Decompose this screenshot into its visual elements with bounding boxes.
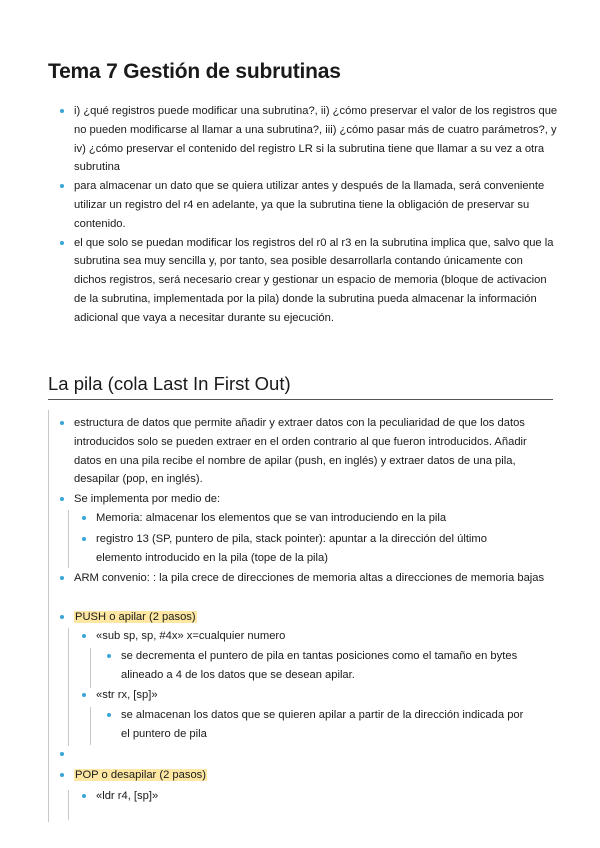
- list-item-text: ARM convenio: : la pila crece de direcciones de memoria altas a direcciones de memoria bajas: [74, 572, 545, 584]
- list-item-text: se decrementa el puntero de pila en tantas posiciones como el tamaño en bytes alineado a 4 de los datos que se desean apilar.: [121, 650, 518, 681]
- bullet-icon: [60, 241, 64, 245]
- list-item-text: para almacenar un dato que se quiera utilizar antes y después de la llamada, será conveniente utilizar un registro del r4 en adelante, ya que la subrutina tiene la obligación de preservar su contenido.: [74, 180, 545, 230]
- list-item: [80, 686, 540, 705]
- bullet-icon: [60, 421, 64, 425]
- outline-guide: [90, 707, 91, 745]
- code-instruction: «str rx, [sp]»: [96, 689, 158, 701]
- list-item-text: i) ¿qué registros puede modificar una subrutina?, ii) ¿cómo preservar el valor de los registros que no pueden modificarse al llamar a una subrutina?, iii) ¿cómo pasar más de cuatro parámetros?, y iv) ¿cómo preservar el contenido del registro LR si la subrutina tiene que llamar a su vez a otra subrutina: [74, 105, 558, 174]
- list-item: [58, 177, 558, 233]
- list-item-text: registro 13 (SP, puntero de pila, stack pointer): apuntar a la dirección del último elemento introducido en la pila (tope de la pila): [96, 533, 487, 564]
- list-item: [58, 234, 558, 328]
- code-instruction: «ldr r4, [sp]»: [96, 790, 159, 802]
- list-item: [80, 530, 530, 568]
- list-item: [80, 509, 520, 528]
- bullet-icon: [107, 654, 111, 658]
- list-item-text: Memoria: almacenar los elementos que se van introduciendo en la pila: [96, 512, 447, 524]
- pop-heading: POP o desapilar (2 pasos): [75, 769, 207, 781]
- list-item: [80, 787, 540, 806]
- list-item-text: [58, 745, 548, 764]
- list-item: [58, 490, 548, 509]
- list-item-text: el que solo se puedan modificar los registros del r0 al r3 en la subrutina implica que, salvo que la subrutina sea muy sencilla y, por tanto, sea posible desarrollarla contando únicamente con dichos registros, será necesario crear y gestionar un espacio de memoria (bloque de activacion de la subrutina, implementada por la pila) donde la subrutina pueda almacenar la información adicional que vaya a necesitar durante su ejecución.: [74, 236, 554, 324]
- intro-list: [58, 102, 558, 328]
- list-item-text: Se implementa por medio de:: [74, 493, 221, 505]
- page-title: Tema 7 Gestión de subrutinas: [48, 60, 341, 83]
- outline-guide: [68, 790, 69, 820]
- list-item-text: estructura de datos que permite añadir y extraer datos con la peculiaridad de que los datos introducidos solo se pueden extraer en el orden contrario al que fueron introducidos. Añadir datos en una pila recibe el nombre de apilar (push, en inglés) y extraer datos de una pila, desapilar (pop, en inglés).: [74, 417, 527, 486]
- bullet-icon: [60, 184, 64, 188]
- bullet-icon: [60, 752, 64, 756]
- bullet-icon: [60, 497, 64, 501]
- bullet-icon: [82, 537, 86, 541]
- bullet-icon: [107, 713, 111, 717]
- outline-guide: [68, 628, 69, 746]
- code-instruction: «sub sp, sp, #4x» x=cualquier numero: [96, 630, 286, 642]
- bullet-icon: [82, 634, 86, 638]
- bullet-icon: [60, 109, 64, 113]
- list-item: [80, 627, 540, 646]
- outline-guide: [90, 648, 91, 688]
- bullet-icon: [60, 615, 64, 619]
- section-heading: La pila (cola Last In First Out): [48, 373, 291, 394]
- bullet-icon: [60, 576, 64, 580]
- list-item: [58, 102, 558, 177]
- list-item: [105, 647, 535, 685]
- push-heading: PUSH o apilar (2 pasos): [75, 611, 196, 623]
- list-item: [58, 745, 548, 764]
- list-item: [58, 414, 548, 489]
- bullet-icon: [82, 516, 86, 520]
- list-item: [58, 766, 548, 785]
- bullet-icon: [82, 794, 86, 798]
- list-item: [58, 608, 548, 627]
- list-item-text: se almacenan los datos que se quieren apilar a partir de la dirección indicada por el puntero de pila: [121, 709, 524, 740]
- list-item: [105, 706, 535, 744]
- bullet-icon: [82, 693, 86, 697]
- outline-guide: [68, 510, 69, 568]
- bullet-icon: [60, 773, 64, 777]
- list-item: [58, 569, 553, 588]
- section-divider: [48, 399, 553, 400]
- outline-guide: [48, 410, 49, 822]
